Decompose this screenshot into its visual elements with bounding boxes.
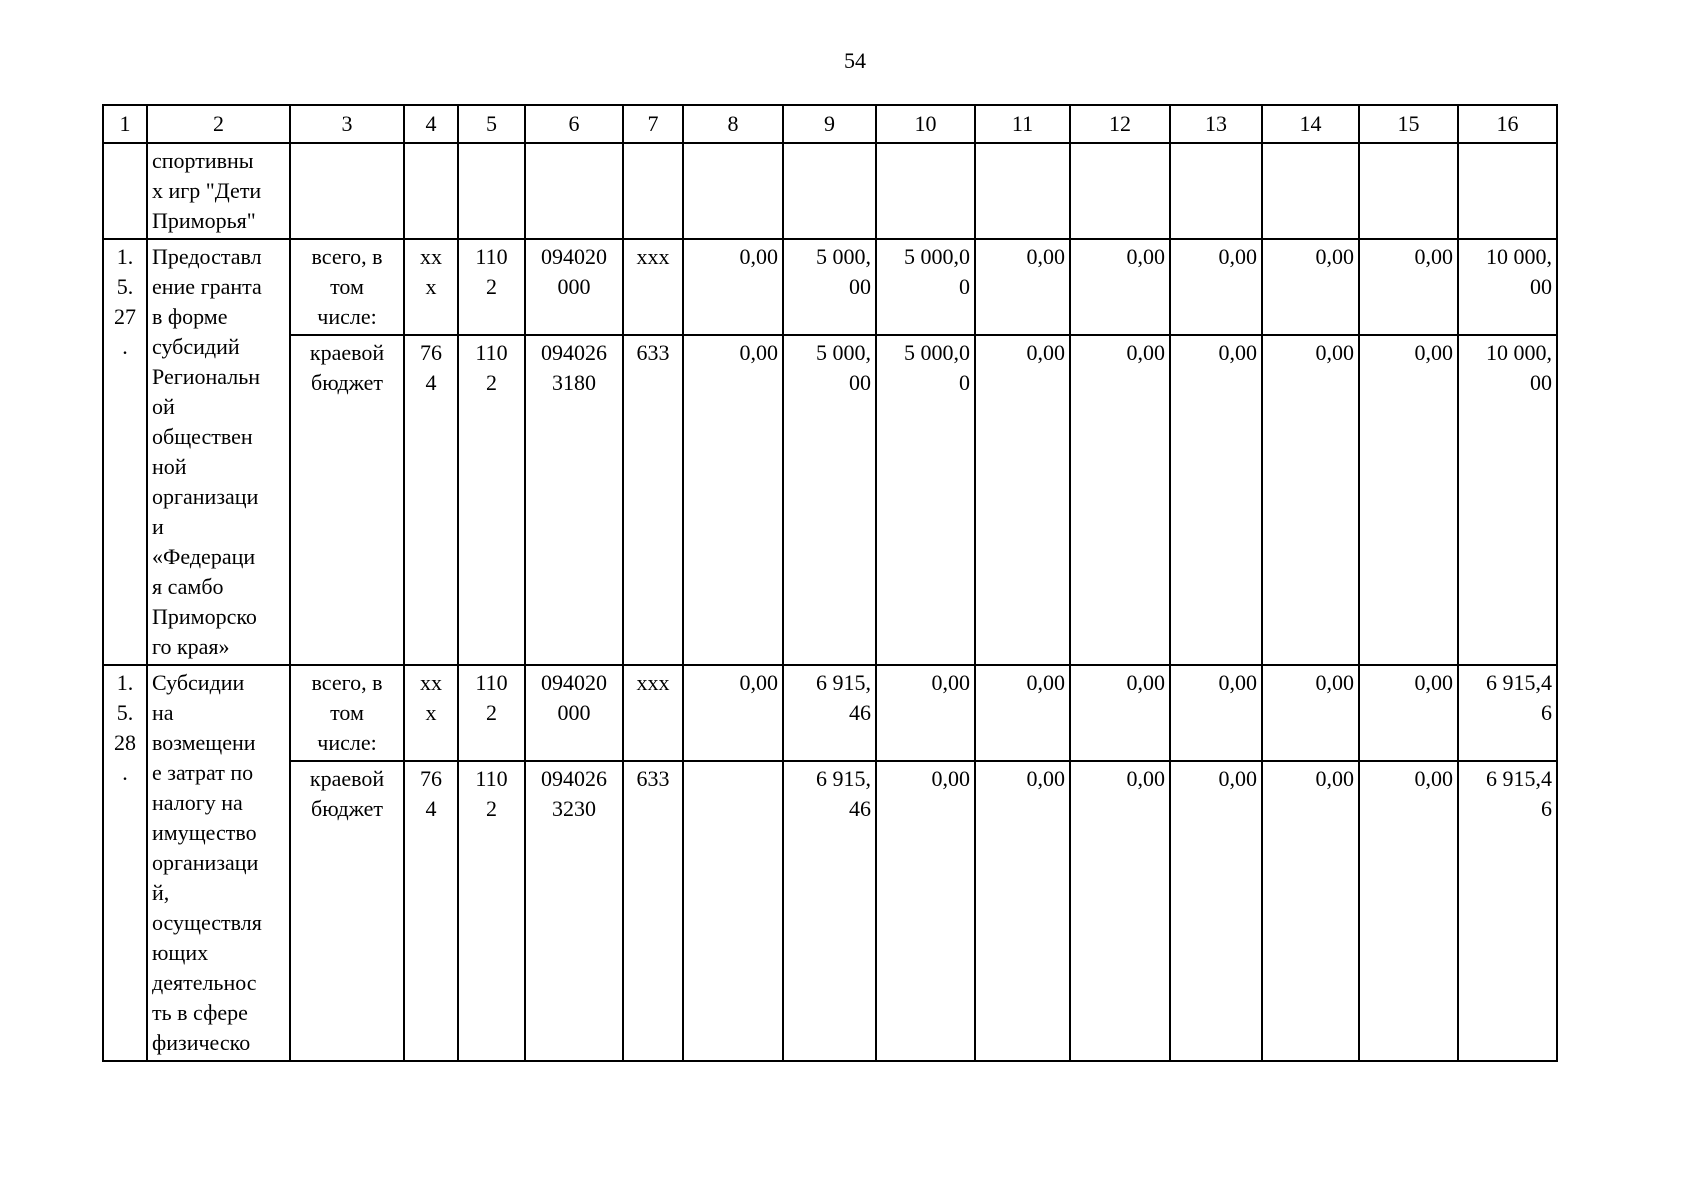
funding-source-cell: всего, в том числе: <box>290 239 404 335</box>
table-cell <box>876 143 975 239</box>
table-cell: 094026 3230 <box>525 761 623 1061</box>
table-cell: 0,00 <box>876 761 975 1061</box>
table-cell: 633 <box>623 761 683 1061</box>
column-header: 13 <box>1170 105 1262 143</box>
table-cell: 5 000,0 0 <box>876 335 975 665</box>
table-cell <box>975 143 1070 239</box>
funding-source-cell: краевой бюджет <box>290 335 404 665</box>
table-cell: 094020 000 <box>525 239 623 335</box>
column-header: 3 <box>290 105 404 143</box>
table-cell: 0,00 <box>1170 761 1262 1061</box>
table-row <box>103 239 1557 335</box>
table-cell: 5 000,0 0 <box>876 239 975 335</box>
column-header: 2 <box>147 105 290 143</box>
budget-table <box>102 104 1558 1062</box>
table-cell: 10 000, 00 <box>1458 239 1557 335</box>
table-cell: 76 4 <box>404 761 458 1061</box>
table-cell: хх х <box>404 665 458 761</box>
table-cell: 0,00 <box>683 665 783 761</box>
column-header: 4 <box>404 105 458 143</box>
table-cell: 0,00 <box>1170 335 1262 665</box>
table-row <box>103 335 1557 665</box>
table-cell: ххх <box>623 239 683 335</box>
measure-name-cell: спортивны х игр "Дети Приморья" <box>147 143 290 239</box>
table-cell: 10 000, 00 <box>1458 335 1557 665</box>
table-cell: 0,00 <box>1262 335 1359 665</box>
column-header: 10 <box>876 105 975 143</box>
table-cell: 0,00 <box>1070 239 1170 335</box>
table-cell: 0,00 <box>876 665 975 761</box>
table-cell: 6 915, 46 <box>783 761 876 1061</box>
column-header: 6 <box>525 105 623 143</box>
table-cell: 0,00 <box>1359 761 1458 1061</box>
table-cell: ххх <box>623 665 683 761</box>
table-cell: 633 <box>623 335 683 665</box>
table-row <box>103 665 1557 761</box>
table-cell: 0,00 <box>975 239 1070 335</box>
column-header: 16 <box>1458 105 1557 143</box>
column-header: 15 <box>1359 105 1458 143</box>
table-cell <box>1262 143 1359 239</box>
table-cell: 5 000, 00 <box>783 239 876 335</box>
column-header: 5 <box>458 105 525 143</box>
table-cell: 6 915,4 6 <box>1458 665 1557 761</box>
table-cell <box>1458 143 1557 239</box>
table-cell <box>623 143 683 239</box>
table-cell: 0,00 <box>683 335 783 665</box>
table-cell <box>290 143 404 239</box>
table-cell <box>1170 143 1262 239</box>
table-cell: 094020 000 <box>525 665 623 761</box>
table-cell: 0,00 <box>1070 335 1170 665</box>
table-cell <box>1359 143 1458 239</box>
measure-name-cell: Предоставл ение гранта в форме субсидий Региональн ой обществен ной организаци и «Федераци я самбо Приморско го края» <box>147 239 290 665</box>
funding-source-cell: всего, в том числе: <box>290 665 404 761</box>
table-cell: 0,00 <box>1070 761 1170 1061</box>
table-cell: 0,00 <box>1070 665 1170 761</box>
table-cell: 0,00 <box>1359 335 1458 665</box>
table-row <box>103 143 1557 239</box>
table-cell <box>683 143 783 239</box>
column-header: 14 <box>1262 105 1359 143</box>
table-cell: 0,00 <box>975 335 1070 665</box>
table-row <box>103 761 1557 1061</box>
table-cell <box>525 143 623 239</box>
table-cell: 5 000, 00 <box>783 335 876 665</box>
table-cell: 76 4 <box>404 335 458 665</box>
table-cell: 0,00 <box>1359 665 1458 761</box>
table-cell: 0,00 <box>1170 665 1262 761</box>
table-cell: 0,00 <box>1262 761 1359 1061</box>
column-header: 9 <box>783 105 876 143</box>
column-header: 8 <box>683 105 783 143</box>
table-cell <box>458 143 525 239</box>
table-cell: 0,00 <box>1262 665 1359 761</box>
table-cell: 110 2 <box>458 335 525 665</box>
column-header: 1 <box>103 105 147 143</box>
table-cell: 094026 3180 <box>525 335 623 665</box>
table-cell <box>103 143 147 239</box>
table-cell: 0,00 <box>1170 239 1262 335</box>
item-number-cell: 1. 5. 28 . <box>103 665 147 1061</box>
table-cell: 0,00 <box>683 239 783 335</box>
table-cell: 110 2 <box>458 239 525 335</box>
table-cell: 0,00 <box>1262 239 1359 335</box>
table-cell: 110 2 <box>458 761 525 1061</box>
item-number-cell: 1. 5. 27 . <box>103 239 147 665</box>
measure-name-cell: Субсидии на возмещени е затрат по налогу на имущество организаци й, осуществля ющих деятельнос ть в сфере физическо <box>147 665 290 1061</box>
table-cell <box>783 143 876 239</box>
table-cell: 6 915,4 6 <box>1458 761 1557 1061</box>
funding-source-cell: краевой бюджет <box>290 761 404 1061</box>
header-row <box>103 105 1557 143</box>
table-cell: 0,00 <box>975 665 1070 761</box>
table-cell: 6 915, 46 <box>783 665 876 761</box>
page-number: 54 <box>844 48 866 73</box>
table-cell: 0,00 <box>975 761 1070 1061</box>
column-header: 7 <box>623 105 683 143</box>
table-cell <box>683 761 783 1061</box>
table-cell: хх х <box>404 239 458 335</box>
table-cell <box>404 143 458 239</box>
column-header: 12 <box>1070 105 1170 143</box>
table-cell: 0,00 <box>1359 239 1458 335</box>
column-header: 11 <box>975 105 1070 143</box>
table-cell <box>1070 143 1170 239</box>
table-cell: 110 2 <box>458 665 525 761</box>
